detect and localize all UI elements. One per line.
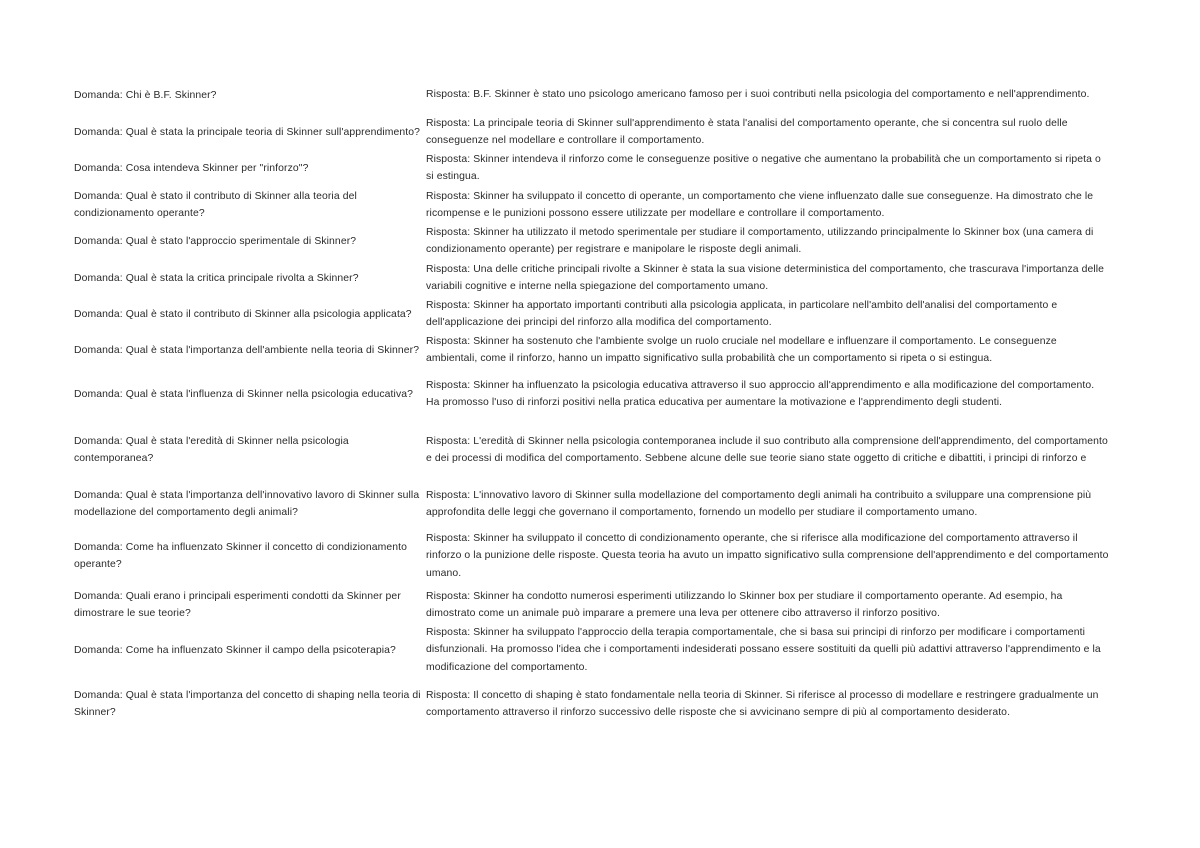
question-text: Domanda: Quali erano i principali esperimenti condotti da Skinner per dimostrare le sue teorie? bbox=[74, 591, 401, 619]
question-text: Domanda: Qual è stata l'importanza dell'ambiente nella teoria di Skinner? bbox=[74, 344, 420, 356]
answer-text: Risposta: Skinner intendeva il rinforzo come le conseguenze positive o negative che aumentano la probabilità che un comportamento si ripeta o si estingua. bbox=[426, 153, 1101, 182]
question-text: Domanda: Qual è stata l'influenza di Skinner nella psicologia educativa? bbox=[74, 388, 413, 400]
question-text: Domanda: Qual è stata la principale teoria di Skinner sull'apprendimento? bbox=[74, 126, 421, 138]
answer-text: Risposta: La principale teoria di Skinner sull'apprendimento è stata l'analisi del comportamento operante, che si concentra sul ruolo delle conseguenze nel modellare e controllare il comportamento. bbox=[426, 117, 1068, 146]
answer-text: Risposta: Skinner ha sostenuto che l'ambiente svolge un ruolo cruciale nel modellare e influenzare il comportamento. Le conseguenze ambientali, come il rinforzo, hanno un impatto significativo sulla probabilità che un comportamento si ripeta o si estingua. bbox=[426, 335, 1057, 364]
question-text: Domanda: Come ha influenzato Skinner il campo della psicoterapia? bbox=[74, 644, 396, 656]
qa-row bbox=[74, 332, 1134, 368]
qa-row bbox=[74, 376, 1134, 412]
question-text: Domanda: Qual è stata la critica principale rivolta a Skinner? bbox=[74, 272, 359, 284]
question-text: Domanda: Come ha influenzato Skinner il concetto di condizionamento operante? bbox=[74, 542, 408, 570]
question-text: Domanda: Chi è B.F. Skinner? bbox=[74, 89, 217, 101]
question-text: Domanda: Qual è stata l'eredità di Skinner nella psicologia contemporanea? bbox=[74, 436, 349, 464]
qa-row bbox=[74, 77, 1134, 113]
question-text: Domanda: Qual è stata l'importanza dell'innovativo lavoro di Skinner sulla modellazione del comportamento degli animali? bbox=[74, 490, 420, 518]
answer-text: Risposta: Skinner ha influenzato la psicologia educativa attraverso il suo approccio all'apprendimento e alla modificazione del comportamento. Ha promosso l'uso di rinforzi positivi nella pratica educativa per aumentare la motivazione e l'apprendimento degli studenti. bbox=[426, 379, 1095, 408]
qa-row bbox=[74, 624, 1134, 676]
answer-text: Risposta: B.F. Skinner è stato uno psicologo americano famoso per i suoi contributi nella psicologia del comportamento e nell'apprendimento. bbox=[426, 89, 1090, 101]
qa-row bbox=[74, 424, 1134, 476]
answer-text: Risposta: Skinner ha sviluppato il concetto di operante, un comportamento che viene influenzato dalle sue conseguenze. Ha dimostrato che le ricompense e le punizioni possono essere utilizzate per modellare e controllare il comportamento. bbox=[426, 190, 1094, 219]
question-text: Domanda: Qual è stato il contributo di Skinner alla psicologia applicata? bbox=[74, 308, 412, 320]
qa-row bbox=[74, 150, 1134, 186]
answer-text: Risposta: Skinner ha sviluppato il concetto di condizionamento operante, che si riferisce alla modificazione del comportamento attraverso il rinforzo o la punizione delle risposte. Questa teoria ha avuto un impatto significativo sulla comprensione dell'apprendimento e del comportamento umano. bbox=[426, 533, 1109, 579]
answer-text: Risposta: Una delle critiche principali rivolte a Skinner è stata la sua visione deterministica del comportamento, che trascurava l'importanza delle variabili cognitive e interne nella spiegazione del comportamento umano. bbox=[426, 263, 1105, 292]
qa-row bbox=[74, 296, 1134, 332]
qa-row bbox=[74, 587, 1134, 623]
qa-row bbox=[74, 530, 1134, 582]
answer-text: Risposta: Skinner ha apportato importanti contributi alla psicologia applicata, in particolare nell'ambito dell'analisi del comportamento e dell'applicazione dei principi del rinforzo alla modifica del comportamento. bbox=[426, 299, 1058, 328]
qa-row bbox=[74, 114, 1134, 150]
answer-text: Risposta: L'eredità di Skinner nella psicologia contemporanea include il suo contributo alla comprensione dell'apprendimento, del comportamento e dei processi di modifica del comportamento. Sebbene alcune delle sue teorie siano state oggetto di critiche e dibattiti, i principi di rinforzo e bbox=[426, 435, 1108, 464]
question-text: Domanda: Qual è stata l'importanza del concetto di shaping nella teoria di Skinner? bbox=[74, 690, 421, 718]
question-text: Domanda: Cosa intendeva Skinner per "rinforzo"? bbox=[74, 162, 309, 174]
answer-text: Risposta: L'innovativo lavoro di Skinner sulla modellazione del comportamento degli animali ha contribuito a sviluppare una comprensione più approfondita delle leggi che governano il comportamento, fornendo un modello per studiare il comportamento umano. bbox=[426, 489, 1092, 518]
answer-text: Risposta: Il concetto di shaping è stato fondamentale nella teoria di Skinner. Si riferisce al processo di modellare e restringere gradualmente un comportamento attraverso il rinforzo successivo delle risposte che si avvicinano sempre di più al comportamento desiderato. bbox=[426, 689, 1099, 718]
question-text: Domanda: Qual è stato l'approccio sperimentale di Skinner? bbox=[74, 235, 357, 247]
qa-row bbox=[74, 187, 1134, 223]
qa-row bbox=[74, 223, 1134, 259]
qa-row bbox=[74, 260, 1134, 296]
answer-text: Risposta: Skinner ha utilizzato il metodo sperimentale per studiare il comportamento, utilizzando principalmente lo Skinner box (una camera di condizionamento operante) per registrare e manipolare le risposte degli animali. bbox=[426, 226, 1094, 255]
qa-row bbox=[74, 686, 1134, 722]
answer-text: Risposta: Skinner ha sviluppato l'approccio della terapia comportamentale, che si basa sui principi di rinforzo per modificare i comportamenti disfunzionali. Ha promosso l'idea che i comportamenti indesiderati possano essere sostituiti da quelli più adattivi attraverso l'apprendimento e la modificazione del comportamento. bbox=[426, 627, 1101, 673]
qa-row bbox=[74, 486, 1134, 522]
question-text: Domanda: Qual è stato il contributo di Skinner alla teoria del condizionamento operante? bbox=[74, 191, 357, 219]
answer-text: Risposta: Skinner ha condotto numerosi esperimenti utilizzando lo Skinner box per studiare il comportamento operante. Ad esempio, ha dimostrato come un animale può imparare a premere una leva per ottenere cibo attraverso il rinforzo positivo. bbox=[426, 590, 1063, 619]
